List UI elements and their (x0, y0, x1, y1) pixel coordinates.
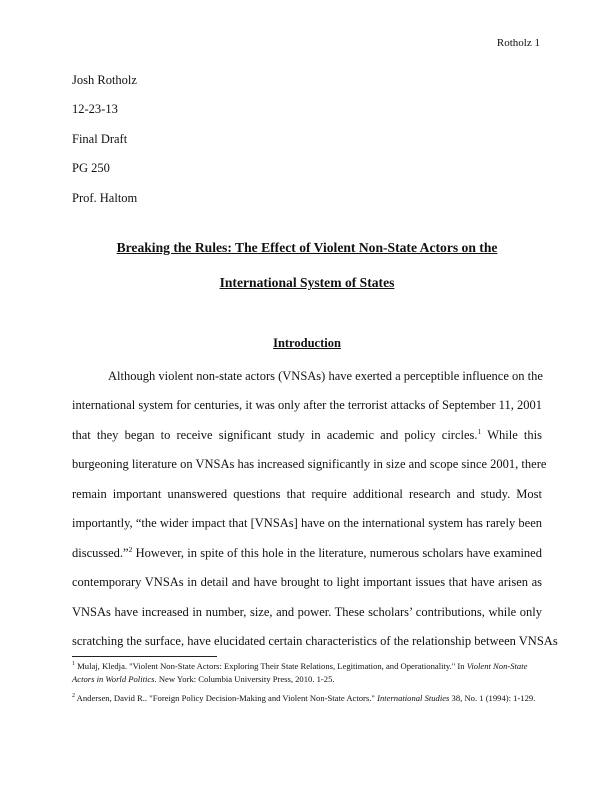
body-line: burgeoning literature on VNSAs has increased significantly in size and scope since 2001, there (72, 457, 547, 472)
body-text-span: discussed.” (72, 545, 129, 560)
draft-label: Final Draft (72, 131, 128, 146)
footnote-ref-1[interactable]: 1 (477, 426, 482, 436)
date: 12-23-13 (72, 102, 118, 117)
footnote-source-title: International Studies (377, 693, 450, 703)
section-heading: Introduction (273, 336, 341, 350)
body-paragraph (72, 362, 558, 656)
body-line (72, 421, 542, 450)
author-name: Josh Rotholz (72, 73, 137, 87)
footnote-text: . New York: Columbia University Press, 2010. 1-25. (154, 673, 335, 684)
footnote-1 (72, 660, 542, 685)
footnote-text: 38, No. 1 (1994): 1-129. (449, 693, 536, 703)
running-head: Rotholz 1 (496, 37, 540, 49)
body-line: importantly, “the wider impact that [VNSAs] have on the international system has rarely been (72, 516, 542, 531)
body-text-span: that they began to receive significant study in academic and policy circles. (72, 427, 478, 442)
footnote-text: Andersen, David R.. "Foreign Policy Decision-Making and Violent Non-State Actors." (75, 693, 378, 703)
body-text-span: While this (481, 427, 542, 442)
footnote-source-title: Violent Non-State Actors in World Politics (72, 661, 528, 684)
body-line: remain important unanswered questions that require additional research and study. Most (72, 486, 542, 501)
course: PG 250 (72, 161, 110, 176)
footnote-number: 1 (72, 661, 75, 668)
body-line: international system for centuries, it was only after the terrorist attacks of September 11, 2001 (72, 398, 542, 413)
footnote-separator (72, 656, 217, 657)
body-line (72, 539, 542, 568)
footnote-ref-2[interactable]: 2 (128, 544, 133, 554)
footnote-number: 2 (72, 693, 75, 700)
footnote-2 (72, 692, 542, 705)
paper-title-line-2: International System of States (219, 275, 395, 290)
body-line: scratching the surface, have elucidated certain characteristics of the relationship between VNSAs (72, 633, 558, 648)
professor: Prof. Haltom (72, 190, 138, 205)
mla-heading (72, 66, 542, 213)
footnote-text: Mulaj, Kledja. "Violent Non-State Actors: Exploring Their State Relations, Legitimation, and Operationality." In (75, 661, 467, 671)
body-line: VNSAs have increased in number, size, and power. These scholars’ contributions, while only (72, 604, 542, 619)
paper-title-line-1: Breaking the Rules: The Effect of Violent Non-State Actors on the (116, 240, 498, 255)
body-text-span: However, in spite of this hole in the literature, numerous scholars have examined (132, 545, 542, 560)
body-line: Although violent non-state actors (VNSAs) have exerted a perceptible influence on the (108, 369, 543, 383)
body-line: contemporary VNSAs in detail and have brought to light important issues that have arisen as (72, 575, 542, 590)
footnotes (72, 660, 542, 712)
